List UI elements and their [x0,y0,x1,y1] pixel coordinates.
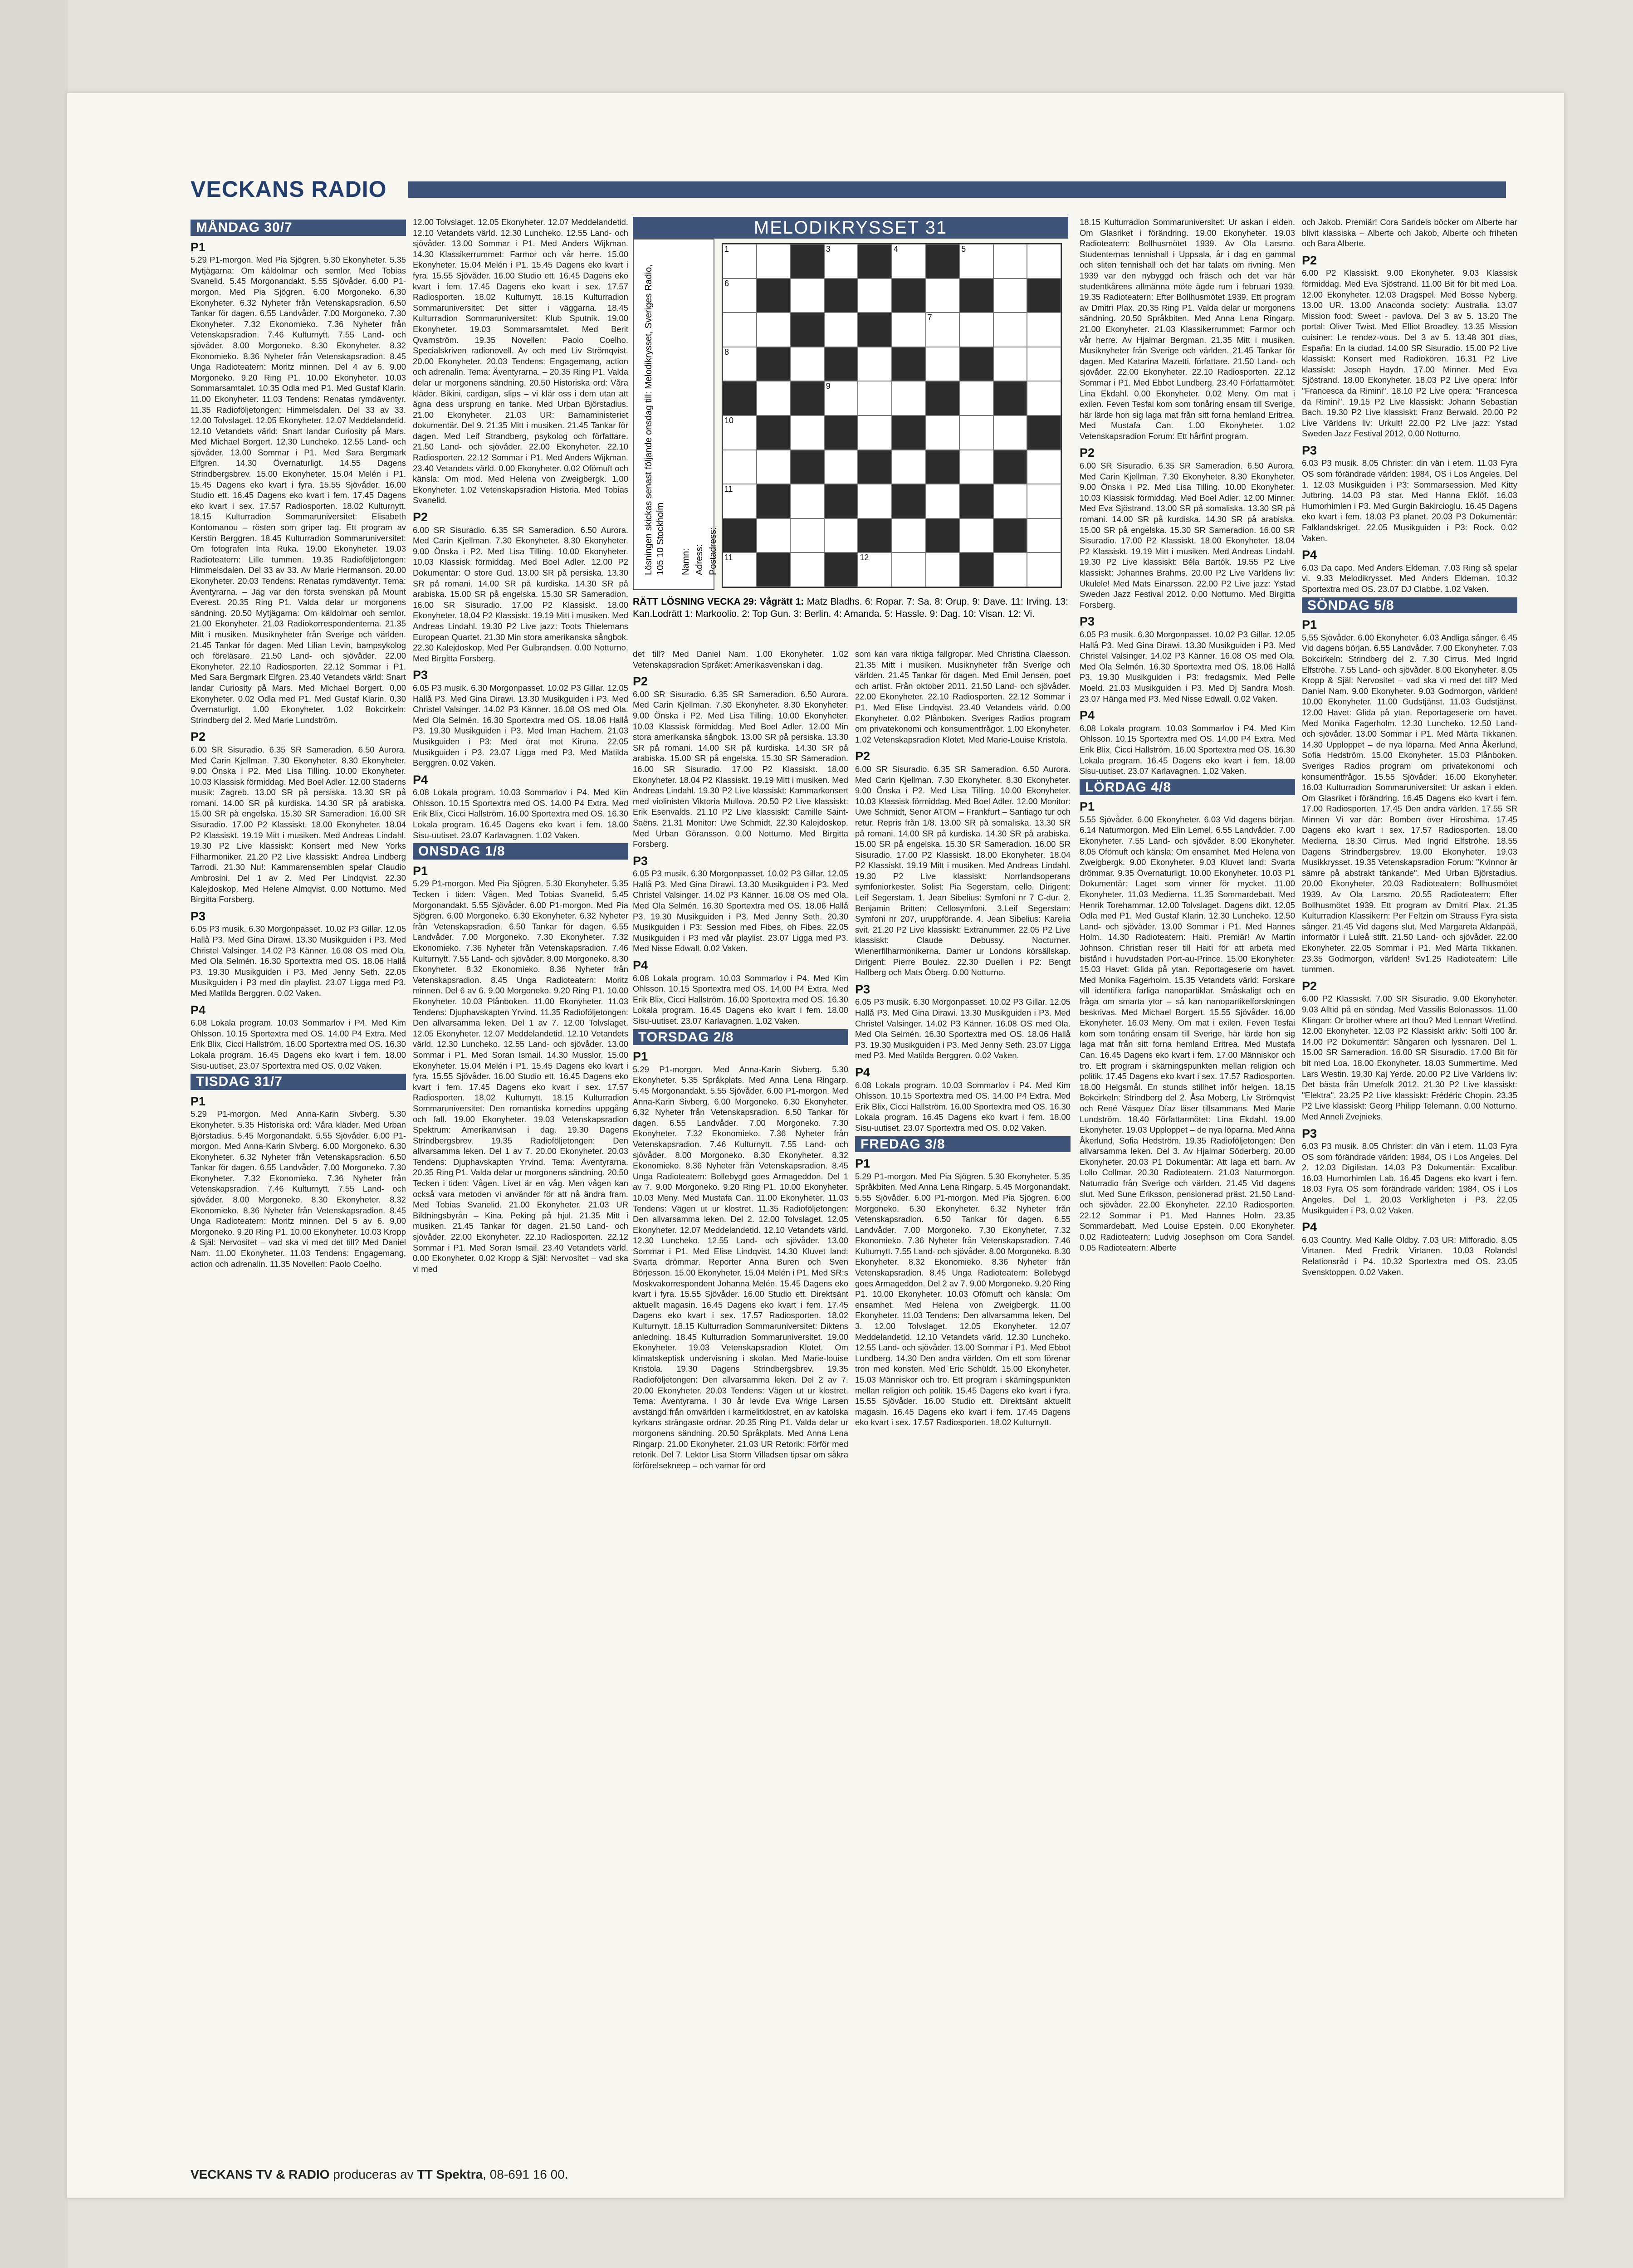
crossword-block [1027,415,1061,450]
column-tuesday [413,217,628,2131]
crossword-block [790,450,824,484]
channel-heading: P3 [191,909,206,923]
crossword-block [892,279,926,313]
crossword-cell [824,381,858,415]
crossword-block [790,244,824,279]
crossword-cell [926,552,960,587]
crossword-cell [723,313,757,347]
crossword-cell [858,552,892,587]
crossword-fields [679,439,720,575]
crossword-block [926,450,960,484]
crossword-cell [723,244,757,279]
crossword-block [993,450,1027,484]
crossword-number: 7 [927,313,932,323]
schedule-text: 12.00 Tolvslaget. 12.05 Ekonyheter. 12.07 Meddelandetid. 12.10 Vetandets värld. 12.30 Luncheko. 12.55 Land- och sjövåder. 13.00 Sommar i P1. Med Anders Wijkman. 14.30 Klassikerrummet: Farmor och vår herre. 15.00 Ekonyheter. 15.04 Melén i P1. 15.45 Dagens eko kvart i fyra. 15.55 Sjövåder. 16.00 Studio ett. 16.45 Dagens eko kvart i fem. 17.45 Dagens eko kvart i sex. 17.57 Radiosporten. 18.02 Kulturnytt. 18.15 Kulturradion Sommaruniversitet: Det sitter i väggarna. 18.45 Kulturradion Sommaruniversitet: Klub Sputnik. 19.00 Ekonyheter. 19.03 Sommarsamtalet. Med Berit Qvarnström. 19.35 Novellen: Paolo Coelho. Specialskriven radionovell. Av och med Liv Strömqvist. 20.00 Ekonyheter. 20.03 Tendens: Engagemang, action och adrenalin. Tema: Äventyrarna. – 20.35 Ring P1. Valda delar ur morgonens sändning. 20.50 Historiska ord: Våra kläder. Bikini, cardigan, slips – vi klär oss i dem utan att ägna dess ursprung en tanke. Med Urban Björstadius. 21.00 Ekonyheter. 21.03 UR: Barnaministeriet dokumentär. Del 9. 21.35 Mitt i musiken. 21.45 Tankar för dagen. Med Leif Strandberg, psykolog och författare. 21.50 Land- och sjövåder. 22.00 Ekonyheter. 22.10 Radiosporten. 22.12 Sommar i P1. Med Anders Wijkman. 23.40 Vetandets värld. 0.00 Ekonyheter. 0.02 Ofömuft och känsla: Om mod. Med Helena von Zweigbergk. 1.00 Ekonyheter. 1.02 Vetenskapsradion Historia. Med Tobias Svanelid. [413,217,628,505]
channel-heading: P3 [1302,1126,1317,1140]
crossword-cell [1027,347,1061,381]
crossword-number: 12 [860,553,869,562]
crossword-cell [824,450,858,484]
schedule-text: 6.08 Lokala program. 10.03 Sommarlov i P4. Med Kim Ohlsson. 10.15 Sportextra med OS. 14.00 P4 Extra. Med Erik Blix, Cicci Hallström. 16.00 Sportextra med OS. 16.30 Lokala program. 16.45 Dagens eko kvart i fem. 18.00 Sisu-uutiset. 23.07 Karlavagnen. 1.02 Vaken. [1080,723,1295,776]
schedule-text: 5.55 Sjövåder. 6.00 Ekonyheter. 6.03 Andliga sånger. 6.45 Vid dagens början. 6.55 Landvåder. 7.00 Ekonyheter. 7.03 Bokcirkeln: Strindberg del 2. 7.30 Cirrus. Med Ingrid Elfströhe. 7.55 Land- och sjövåder. 8.00 Ekonyheter. 8.05 Kropp & Själ: Nervositet – vad ska vi med det till? Med Daniel Nam. 9.00 Ekonyheter. 9.03 Godmorgon, världen! 10.00 Ekonyheter. 11.00 Gudstjänst. 11.03 Gudstjänst. 12.00 Havet: Glida på ytan. Reportageserie om havet. Med Monika Fagerholm. 12.30 Luncheko. 12.50 Land- och sjövåder. 13.00 Sommar i P1. Med Märta Tikkanen. 14.30 Upploppet – de nya löparna. Med Anna Åkerlund, Sofia Hedström. 15.00 Ekonyheter. 15.03 Plånboken. Sveriges Radios program om privatekonomi och konsumentfrågor. 15.55 Sjövåder. 16.00 Ekonyheter. 16.03 Kulturradion Sommaruniversitet: Ur askan i elden. Om Glasriket i förändring. 16.45 Dagens eko kvart i fem. 17.00 Radiosporten. 17.45 Den andra världen. 17.55 SR Minnen Vi var där: Bomben över Hiroshima. 17.45 Dagens eko kvart i sex. 17.57 Radiosporten. 18.00 Medierna. 18.30 Cirrus. Med Ingrid Elfströhe. 18.55 Dagens Strindbergsbrev. 19.00 Ekonyheter. 19.03 Musikkrysset. 19.35 Vetenskapsradion Forum: "Kvinnor är sämre på abstrakt tänkande". Med Urban Björstadius. 20.00 Ekonyheter. 20.03 Radioteatern: Bollhusmötet 1939. Av Ola Larsmo. 20.55 Radioteatern: Efter Bollhusmötet 1939. Ett program av Dmitri Plax. 21.35 Kulturradion Klassikern: Per Feltzin om Strauss Fyra sista sånger. 21.45 Vid dagens slut. Med Margareta Aldanpää, informatör i Luleå stift. 21.50 Land- och sjövåder. 22.00 Ekonyheter. 22.05 Sommar i P1. Med Märta Tikkanen. 23.35 Godmorgon, världen! Sv1.25 Radioteatern: Lille tummen. [1302,632,1517,974]
crossword-block [959,552,993,587]
column-wednesday-cont [633,649,848,2131]
crossword-title: MELODIKRYSSET 31 [633,217,1068,239]
schedule-text: 6.05 P3 musik. 6.30 Morgonpasset. 10.02 P3 Gillar. 12.05 Hallå P3. Med Gina Dirawi. 13.30 Musikguiden i P3. Med Christel Valsinger. 14.02 P3 Känner. 16.08 OS med Ola. Med Ola Selmén. 16.30 Sportextra med OS. 18.06 Hallå P3. 19.30 Musikguiden i P3: fredagsmix. Med Pelle Moeld. 21.03 Musikguiden i P3. Med Dj Sandra Mosh. 23.07 Hänga med P3. Med Nisse Edwall. 0.02 Vaken. [1080,629,1295,704]
crossword-cell [993,415,1027,450]
crossword-block [824,347,858,381]
crossword-block [892,347,926,381]
crossword-cell [1027,484,1061,518]
crossword-cell [892,552,926,587]
channel-heading: P1 [191,240,206,254]
crossword-number: 4 [893,244,898,254]
crossword-cell [1027,244,1061,279]
crossword-entry-form [633,239,718,590]
day-heading: TORSDAG 2/8 [633,1029,848,1046]
crossword-cell [723,415,757,450]
crossword-cell [926,484,960,518]
crossword-cell [892,450,926,484]
schedule-text: 6.08 Lokala program. 10.03 Sommarlov i P4. Med Kim Ohlsson. 10.15 Sportextra med OS. 14.00 P4 Extra. Med Erik Blix, Cicci Hallström. 16.00 Sportextra med OS. 16.30 Lokala program. 16.45 Dagens eko kvart i fem. 18.00 Sisu-uutiset. 23.07 Karlavagnen. 1.02 Vaken. [633,973,848,1026]
crossword-cell [993,484,1027,518]
crossword-cell [993,244,1027,279]
column-monday [191,217,406,2131]
schedule-text: 6.00 SR Sisuradio. 6.35 SR Sameradion. 6.50 Aurora. Med Carin Kjellman. 7.30 Ekonyheter. 8.30 Ekonyheter. 9.00 Önska i P2. Med Lisa Tilling. 10.00 Ekonyheter. 10.03 Klassisk förmiddag. Med Boel Adler. 12.00 Monitor: Uwe Schmidt, Senor ATOM – Frankfurt – Santiago tur och retur. Repris från 1/8. 13.00 SR på somaliska. 13.30 SR på romani. 14.00 SR på kurdiska. 14.30 SR på arabiska. 15.00 SR på engelska. 15.30 SR Sameradion. 16.00 SR Sisuradio. 17.00 P2 Klassiskt. 18.00 Ekonyheter. 18.04 P2 Klassiskt. 19.19 Mitt i musiken. Med Andreas Lindahl. 19.30 P2 Live klassiskt: Norrlandsoperans symfoniorkester. Solist: Pia Segerstam, cello. Dirigent: Leif Segerstam. 1. Jean Sibelius: Symfoni nr 7 C-dur. 2. Benjamin Britten: Cellosymfoni. 3.Leif Segerstam: Symfoni nr 207, uruppförande. 4. Jean Sibelius: Karelia svit. 21.20 P2 Live klassiskt: Extranummer. 22.05 P2 Live klassiskt: Claude Debussy. Nocturner. Wienerfilharmonikerna. Damer ur Londons körsällskap. Dirigent: Pierre Boulez. 22.30 Duellen i P2: Bengt Hallberg och Mats Öberg. 0.00 Notturno. [855,764,1071,978]
crossword-block [993,381,1027,415]
crossword-number: 11 [724,553,733,562]
crossword-cell [858,381,892,415]
channel-heading: P2 [413,510,428,524]
crossword-cell [993,279,1027,313]
channel-heading: P4 [1302,548,1317,562]
crossword-cell [959,450,993,484]
crossword-cell [959,518,993,553]
footer-phone: , 08-691 16 00. [483,2167,568,2181]
channel-heading: P4 [191,1003,206,1017]
crossword-cell [757,381,791,415]
channel-heading: P4 [855,1065,870,1079]
schedule-text: 6.08 Lokala program. 10.03 Sommarlov i P4. Med Kim Ohlsson. 10.15 Sportextra med OS. 14.00 P4 Extra. Med Erik Blix, Cicci Hallström. 16.00 Sportextra med OS. 16.30 Lokala program. 16.45 Dagens eko kvart i fem. 18.00 Sisu-uutiset. 23.07 Karlavagnen. 1.02 Vaken. [413,787,628,840]
crossword-block [892,415,926,450]
crossword-cell [892,381,926,415]
footer-text: produceras av [333,2167,414,2181]
day-heading: LÖRDAG 4/8 [1080,779,1295,796]
crossword-cell [926,347,960,381]
channel-heading: P4 [413,772,428,787]
crossword-block [790,381,824,415]
page-header [191,176,1506,202]
channel-heading: P4 [633,958,648,973]
crossword-number: 5 [961,244,966,254]
crossword-cell [926,313,960,347]
channel-heading: P4 [1080,709,1095,723]
crossword-cell [1027,313,1061,347]
channel-heading: P3 [413,668,428,682]
schedule-text: 5.29 P1-morgon. Med Pia Sjögren. 5.30 Ekonyheter. 5.35 Mytjägarna: Om käldolmar och semlor. Med Tobias Svanelid. 5.45 Morgonandakt. 5.55 Sjövåder. 6.00 P1-morgon. Med Pia Sjögren. 6.00 Morgoneko. 6.30 Ekonyheter. 6.32 Nyheter från Vetenskapsradion. 6.50 Tankar för dagen. 6.55 Landvåder. 7.00 Morgoneko. 7.30 Ekonyheter. 7.32 Ekonomieko. 7.36 Nyheter från Vetenskapsradion. 7.46 Kulturnytt. 7.55 Land- och sjövåder. 8.00 Morgoneko. 8.30 Ekonyheter. 8.32 Ekonomieko. 8.36 Nyheter från Vetenskapsradion. 8.45 Unga Radioteatern: Moritz minnen. Del 4 av 6. 9.00 Morgoneko. 9.20 Ring P1. 10.00 Ekonyheter. 10.03 Sommarsamtalet. 10.35 Odla med P1. Med Gustaf Klarin. 11.00 Ekonyheter. 11.03 Tendens: Renatas rymdäventyr. 11.35 Radioföljetongen: Himmelsdalen. Del 33 av 33. 12.00 Tolvslaget. 12.05 Ekonyheter. 12.07 Meddelandetid. 12.10 Vetandets värld: Snart landar Curiosity på Mars. Med Michael Borgert. 12.30 Luncheko. 12.55 Land- och sjövåder. 13.00 Sommar i P1. Med Sara Bergmark Elfgren. 14.30 Övernaturligt. 14.55 Dagens Strindbergsbrev. 15.00 Ekonyheter. 15.04 Melén i P1. 15.45 Dagens eko kvart i fyra. 15.55 Sjövåder. 16.00 Studio ett. 16.45 Dagens eko kvart i fem. 17.45 Dagens eko kvart i sex. 17.57 Radiosporten. 18.02 Kulturnytt. 18.15 Kulturradion Sommaruniversitet: Elisabeth Kontomanou – rösten som griper tag. Ett program av Kerstin Berggren. 18.45 Kulturradion Sommaruniversitet: Om fotografen Inta Ruka. 19.00 Ekonyheter. 19.03 Radioteatern: Lille tummen. 19.35 Radioföljetongen: Himmelsdalen. Del 33 av 33. Av Marie Hermanson. 20.00 Ekonyheter. 20.03 Tendens: Renatas rymdäventyr. Tema: Äventyrarna. – Jag var den första svenskan på Mount Everest. 20.35 Ring P1. Valda delar ur morgonens sändning. 20.50 Mytjägarna: Om käldolmar och semlor. 21.00 Ekonyheter. 21.03 Radiokorrespondenterna. 21.35 Mitt i musiken. Musiknyheter från Sverige och världen. 21.45 Tankar för dagen. Med Lilian Levin, bampsykolog och föreläsare. 21.50 Land- och sjövåder. 22.00 Ekonyheter. 22.10 Radiosporten. 22.12 Sommar i P1. Med Sara Bergmark Elfgren. 23.40 Vetandets värld: Snart landar Curiosity på Mars. Med Michael Borgert. 0.00 Ekonyheter. 0.02 Odla med P1. Med Gustaf Klarin. 0.30 Övernaturligt. 1.00 Ekonyheter. 1.02 Bokcirkeln: Strindberg del 2. Med Marie Lundström. [191,255,406,725]
channel-heading: P1 [855,1157,870,1171]
crossword-cell [1027,518,1061,553]
crossword-block [892,484,926,518]
schedule-text: 6.00 P2 Klassiskt. 7.00 SR Sisuradio. 9.00 Ekonyheter. 9.03 Alltid på en söndag. Med Vassilis Bolonassos. 11.00 Klingan: Or brother where art thou? Med Lennart Wretlind. 12.00 Ekonyheter. 12.03 P2 Klassiskt arkiv: Solti 100 år. 14.00 P2 Dokumentär: Sångaren och lyssnaren. Del 1. 15.00 SR Sameradion. 16.00 SR Sisuradio. 17.00 Bit för bit med Loa. 18.00 Ekonyheter. 18.03 Summertime. Med Lars Westin. 19.30 Kaj Yerde. 20.00 P2 Live Världens liv: Det bästa från Umefolk 2012. 21.30 P2 Live klassiskt: "Elektra". 23.25 P2 Live klassiskt: Frédéric Chopin. 23.35 P2 Live klassiskt: Georg Philipp Telemann. 0.00 Notturno. Med Anneli Zvejnieks. [1302,994,1517,1121]
channel-heading: P1 [1080,800,1095,814]
crossword-cell [993,552,1027,587]
schedule-text: 6.03 Country. Med Kalle Oldby. 7.03 UR: Mifforadio. 8.05 Virtanen. Med Fredrik Virtanen. 10.03 Rolands! Relationsråd i P4. 10.32 Sportextra med OS. 23.05 Svensktoppen. 0.02 Vaken. [1302,1235,1517,1277]
crossword-cell [790,552,824,587]
schedule-text: 6.08 Lokala program. 10.03 Sommarlov i P4. Med Kim Ohlsson. 10.15 Sportextra med OS. 14.00 P4 Extra. Med Erik Blix, Cicci Hallström. 16.00 Sportextra med OS. 16.30 Lokala program. 16.45 Dagens eko kvart i fem. 18.00 Sisu-uutiset. 23.07 Sportextra med OS. 0.02 Vaken. [855,1080,1071,1133]
crossword-cell [824,244,858,279]
crossword-cell [790,518,824,553]
crossword-cell [993,313,1027,347]
schedule-text: och Jakob. Premiär! Cora Sandels böcker om Alberte har blivit klassiska – Alberte och Jakob, Alberte och friheten och Bara Alberte. [1302,217,1517,249]
day-heading: ONSDAG 1/8 [413,843,628,860]
crossword-cell [824,518,858,553]
binder-strip [0,0,68,2268]
crossword-cell [757,244,791,279]
crossword-cell [723,484,757,518]
crossword-cell [926,279,960,313]
crossword-block [959,484,993,518]
schedule-text: 6.00 SR Sisuradio. 6.35 SR Sameradion. 6.50 Aurora. Med Carin Kjellman. 7.30 Ekonyheter. 8.30 Ekonyheter. 9.00 Önska i P2. Med Lisa Tilling. 10.00 Ekonyheter. 10.03 Klassisk förmiddag. Med Boel Adler. 12.00 P2 Dokumentär: O store Gud. 13.00 SR på persiska. 13.30 SR på romani. 14.00 SR på kurdiska. 14.30 SR på arabiska. 15.00 SR på engelska. 15.30 SR Sameradion. 16.00 SR Sisuradio. 17.00 P2 Klassiskt. 18.00 Ekonyheter. 18.04 P2 Klassiskt. 19.19 Mitt i musiken. Med Andreas Lindahl. 19.30 P2 Live jazz: Toots Thielemans European Quartet. 21.30 Min stora amerikanska sångbok. 22.30 Kalejdoskop. Med Per Gulbrandsen. 0.00 Notturno. Med Birgitta Forsberg. [413,525,628,663]
channel-heading: P3 [633,854,648,868]
channel-heading: P3 [1080,615,1095,629]
crossword-cell [757,518,791,553]
day-heading: FREDAG 3/8 [855,1136,1071,1153]
schedule-text: 6.05 P3 musik. 6.30 Morgonpasset. 10.02 P3 Gillar. 12.05 Hallå P3. Med Gina Dirawi. 13.30 Musikguiden i P3. Med Christel Valsinger. 14.02 P3 Känner. 16.08 OS med Ola. Med Ola Selmén. 16.30 Sportextra med OS. 18.06 Hallå P3. 19.30 Musikguiden i P3. Med Iman Hachem. 21.03 Musikguiden i P3: Med örat mot Kiruna. 22.05 Musikguiden i P3. 23.07 Ligga med P3. Med Matilda Berggren. 0.02 Vaken. [413,683,628,768]
crossword-cell [790,415,824,450]
crossword-cell [858,484,892,518]
crossword-block [824,415,858,450]
crossword-block [757,484,791,518]
schedule-text: 6.00 SR Sisuradio. 6.35 SR Sameradion. 6.50 Aurora. Med Carin Kjellman. 7.30 Ekonyheter. 8.30 Ekonyheter. 9.00 Önska i P2. Med Lisa Tilling. 10.00 Ekonyheter. 10.03 Klassisk förmiddag. Med Boel Adler. 12.00 Staderns musik: Zagreb. 13.00 SR på persiska. 13.30 SR på romani. 14.00 SR på kurdiska. 14.30 SR på arabiska. 15.00 SR på engelska. 15.30 SR Sameradion. 16.00 SR Sisuradio. 17.00 P2 Klassiskt. 18.00 Ekonyheter. 18.04 P2 Klassiskt. 19.19 Mitt i musiken. Med Andreas Lindahl. 19.30 P2 Live klassiskt: Konsert med New Yorks Filharmoniker. 21.20 P2 Live klassiskt: Andrea Lindberg Tarrodi. 21.30 Nu!: Kammarensemblen spelar Claudio Ambrosini. Del 1 av 2. Med Per Lindqvist. 22.30 Kalejdoskop. Med Helene Almqvist. 0.00 Notturno. Med Birgitta Forsberg. [191,744,406,904]
channel-heading: P2 [1080,446,1095,460]
crossword-answer [633,596,1068,620]
channel-heading: P2 [191,730,206,744]
page-title: VECKANS RADIO [191,176,387,202]
crossword-cell [1027,381,1061,415]
crossword-block [959,347,993,381]
channel-heading: P3 [1302,443,1317,457]
channel-heading: P1 [633,1050,648,1064]
schedule-text: 18.15 Kulturradion Sommaruniversitet: Ur askan i elden. Om Glasriket i förändring. 19.00 Ekonyheter. 19.03 Radioteatern: Bollhusmötet 1939. Av Ola Larsmo. Studenternas tennishall i Uppsala, år i dag en gammal och sliten tennishall och det har talats om rivning. Men 1939 var den nybyggd och fräsch och det var här studentkårens allmänna möte ägde rum i februari 1939. 19.35 Radioteatern: Efter Bollhusmötet 1939. Ett program av Dmitri Plax. 20.35 Ring P1. Valda delar ur morgonens sändning. 20.50 Språkbiten. Med Anna Lena Ringarp. 21.00 Ekonyheter. 21.03 Klassikerrummet: Farmor och vår herre. Av Hjalmar Bergman. 21.35 Mitt i musiken. Musiknyheter från Sverige och världen. 21.45 Tankar för dagen. Med Katarina Mazetti, författare. 21.50 Land- och sjövåder. 22.00 Ekonyheter. 22.10 Radiosporten. 22.12 Sommar i P1. Med Ebbot Lundberg. 23.40 Författarmötet: Lina Ekdahl. 0.00 Ekonyheter. 0.02 Meny. Om mat i exilen. Feven Tesfai kom som tonåring ensam till Sverige, här lärde hon sig laga mat från sitt forna hemland Eritrea. Med Mustafa Can. 1.00 Ekonyheter. 1.02 Vetenskapsradion Forum: Ett hårfint program. [1080,217,1295,441]
schedule-text: 6.08 Lokala program. 10.03 Sommarlov i P4. Med Kim Ohlsson. 10.15 Sportextra med OS. 14.00 P4 Extra. Med Erik Blix, Cicci Hallström. 16.00 Sportextra med OS. 16.30 Lokala program. 16.45 Dagens eko kvart i fem. 18.00 Sisu-uutiset. 23.07 Sportextra med OS. 0.02 Vaken. [191,1018,406,1070]
crossword-number: 8 [724,347,729,357]
crossword-number: 1 [724,244,729,254]
schedule-text: 6.00 SR Sisuradio. 6.35 SR Sameradion. 6.50 Aurora. Med Carin Kjellman. 7.30 Ekonyheter. 8.30 Ekonyheter. 9.00 Önska i P2. Med Lisa Tilling. 10.00 Ekonyheter. 10.03 Klassisk förmiddag. Med Boel Adler. 12.00 Min stora amerikanska sångbok. 13.00 SR på persiska. 13.30 SR på romani. 14.00 SR på kurdiska. 14.30 SR på arabiska. 15.00 SR på engelska. 15.30 SR Sameradion. 16.00 SR Sisuradio. 17.00 P2 Klassiskt. 18.00 Ekonyheter. 18.04 P2 Klassiskt. 19.19 Mitt i musiken. Med Andreas Lindahl. 19.30 P2 Live klassiskt: Kammarkonsert med violinisten Viktoria Mullova. 20.50 P2 Live klassiskt: Erik Esenvalds. 21.10 P2 Live klassiskt: Camille Saint-Saëns. 21.31 Monitor: Uwe Schmidt. 22.30 Kalejdoskop. Med Urban Göransson. 0.00 Notturno. Med Birgitta Forsberg. [633,689,848,849]
schedule-text: 5.55 Sjövåder. 6.00 Ekonyheter. 6.03 Vid dagens början. 6.14 Naturmorgon. Med Elin Lemel. 6.55 Landvåder. 7.00 Ekonyheter. 7.55 Land- och sjövåder. 8.00 Ekonyheter. 8.05 Ofömuft och känsla: Om ensamhet. Med Helena von Zweigbergk. 9.00 Ekonyheter. 9.03 Kluvet land: Svarta drömmar. 9.35 Övernaturligt. 10.00 Ekonyheter. 10.03 P1 Dokumentär: Laget som vinner för mycket. 11.00 Ekonyheter. 11.03 Medierna. 11.35 Sommardebatt. Med Henrik Torehammar. 12.00 Tolvslaget. Dagens dikt. 12.05 Odla med P1. Med Gustaf Klarin. 12.30 Luncheko. 12.50 Land- och sjövåder. 13.00 Sommar i P1. Med Hannes Holm. 14.30 Radioteatern: Haiti. Premiär! Av Martin Johnson. Christian reser till Haiti för att arbeta med bistånd i huvudstaden Port-au-Prince. 15.00 Ekonyheter. 15.03 Havet: Glida på ytan. Reportageserie om havet. Med Monika Fagerholm. 15.35 Vetandets värld: Forskare vill identifiera farliga nanopartiklar. Småskaligt och en fråga om smarta ytor – så kan nanopartikelforskningen beskrivas. Med Michael Borgert. 15.55 Sjövåder. 16.00 Ekonyheter. 16.03 Meny. Om mat i exilen. Feven Tesfai kom som tonåring ensam till Sverige, här lärde hon sig laga mat från sitt forna hemland Eritrea. Med Mustafa Can. 16.45 Dagens eko kvart i fem. 17.00 Människor och tro. Ett program i skärningspunkten mellan religion och politik. 17.45 Dagens eko kvart i sex. 17.57 Radiosporten. 18.00 Helgsmål. En stunds stillhet inför helgen. 18.15 Bokcirkeln: Strindberg del 2. Åsa Moberg, Liv Strömqvist och René Vásquez Díaz läser tillsammans. Med Marie Lundström. 18.40 Författarmötet: Lina Ekdahl. 19.00 Ekonyheter. 19.03 Upploppet – de nya löparna. Med Anna Åkerlund, Sofia Hedström. 19.35 Radioföljetongen: Den allvarsamma leken. Del 3. Av Hjalmar Söderberg. 20.00 Ekonyheter. 20.03 P1 Dokumentär: Att laga ett barn. Av Lollo Collmar. 20.30 Radioteatern. 21.03 Naturmorgon. Naturradio från Sverige och världen. 21.45 Vid dagens slut. Med Sune Eriksson, pensionerad präst. 21.50 Land- och sjövåder. 22.00 Ekonyheter. 22.10 Radiosporten. 22.12 Sommar i P1. Med Hannes Holm. 23.35 Sommardebatt. Med Louise Epstein. 0.00 Ekonyheter. 0.02 Radioteatern: Ludvig Josephson om Cora Sandel. 0.05 Radioteatern: Alberte [1080,814,1295,1252]
crossword-block [993,518,1027,553]
crossword-cell [858,415,892,450]
crossword-block [858,244,892,279]
schedule-text: 5.29 P1-morgon. Med Pia Sjögren. 5.30 Ekonyheter. 5.35 Språkbiten. Med Anna Lena Ringarp. 5.45 Morgonandakt. 5.55 Sjövåder. 6.00 P1-morgon. Med Pia Sjögren. 6.00 Morgoneko. 6.30 Ekonyheter. 6.32 Nyheter från Vetenskapsradion. 6.50 Tankar för dagen. 6.55 Landvåder. 7.00 Morgoneko. 7.30 Ekonyheter. 7.32 Ekonomieko. 7.36 Nyheter från Vetenskapsradion. 7.46 Kulturnytt. 7.55 Land- och sjövåder. 8.00 Morgoneko. 8.30 Ekonyheter. 8.32 Ekonomieko. 8.36 Nyheter från Vetenskapsradion. 8.45 Unga Radioteatern: Bollebygd goes Armageddon. Del 2 av 7. 9.00 Morgoneko. 9.20 Ring P1. 10.00 Ekonyheter. 10.03 Ofömuft och känsla: Om ensamhet. Med Helena von Zweigbergk. 11.00 Ekonyheter. 11.03 Tendens: Den allvarsamma leken. Del 3. 12.00 Tolvslaget. 12.05 Ekonyheter. 12.07 Meddelandetid. 12.10 Vetandets värld. 12.30 Luncheko. 12.55 Land- och sjövåder. 13.00 Sommar i P1. Med Ebbot Lundberg. 14.30 Den andra världen. Om ett som förenar tron med konsten. Med Eric Schüldt. 15.00 Ekonyheter. 15.03 Människor och tro. Ett program i skärningspunkten mellan religion och politik. 15.45 Dagens eko kvart i fyra. 15.55 Sjövåder. 16.00 Studio ett. Direktsänt aktuellt magasin. 16.45 Dagens eko kvart i fem. 17.45 Dagens eko kvart i sex. 17.57 Radiosporten. 18.02 Kulturnytt. [855,1171,1071,1427]
crossword-cell [790,347,824,381]
schedule-text: 6.03 P3 musik. 8.05 Christer: din vän i etern. 11.03 Fyra OS som förändrade världen: 1984, OS i Los Angeles. Del 1. 12.03 Musikguiden i P3: Sommarsession. Med Kitty Jutbring. 14.03 P3 star. Med Hanna Eklöf. 16.03 Humorhimlen i P3. Med Gurgin Bakircioglu. 16.45 Dagens eko kvart i fem. 18.03 P3 planet. 20.03 P3 Dokumentär: Falklandskriget. 22.05 Musikguiden i P3: Rock. 0.02 Vaken. [1302,458,1517,543]
channel-heading: P1 [191,1094,206,1108]
crossword-cell [723,347,757,381]
crossword-cell [892,244,926,279]
crossword-cell [959,381,993,415]
postal-field-label: Postadress: [708,527,718,575]
crossword-block [858,518,892,553]
answer-label: RÄTT LÖSNING VECKA 29: Vågrätt 1: [633,596,804,607]
crossword-block [757,279,791,313]
schedule-text: 6.00 SR Sisuradio. 6.35 SR Sameradion. 6.50 Aurora. Med Carin Kjellman. 7.30 Ekonyheter. 8.30 Ekonyheter. 9.00 Önska i P2. Med Lisa Tilling. 10.00 Ekonyheter. 10.03 Klassisk förmiddag. Med Boel Adler. 12.00 Minner. Med Eva Sjöstrand. 13.00 SR på somaliska. 13.30 SR på romani. 14.00 SR på kurdiska. 14.30 SR på arabiska. 15.00 SR på engelska. 15.30 SR Sameradion. 16.00 SR Sisuradio. 17.00 P2 Klassiskt. 18.00 Ekonyheter. 18.04 P2 Klassiskt. 19.19 Mitt i musiken. Med Andreas Lindahl. 19.30 P2 Live klassiskt: Béla Bartók. 19.55 P2 Live klassiskt: Johannes Brahms. 20.00 P2 Live Världens liv: Ukulele! Med Mats Einarsson. 22.00 P2 Live jazz: Ystad Sweden Jazz Festival 2012. 0.00 Notturno. Med Birgitta Forsberg. [1080,461,1295,610]
crossword-cell [926,415,960,450]
crossword-block [926,244,960,279]
day-heading: MÅNDAG 30/7 [191,220,406,236]
channel-heading: P3 [855,982,870,996]
crossword-number: 9 [826,381,831,391]
day-heading: TISDAG 31/7 [191,1074,406,1090]
crossword-number: 11 [724,484,733,494]
schedule-text: det till? Med Daniel Nam. 1.00 Ekonyheter. 1.02 Vetenskapsradion Språket: Amerikasvenskan i dag. [633,649,848,670]
crossword-cell [723,552,757,587]
column-thursday-cont [855,649,1071,2131]
crossword-cell [723,279,757,313]
schedule-text: 5.29 P1-morgon. Med Pia Sjögren. 5.30 Ekonyheter. 5.35 Tecken i tiden: Vågen. Med Tobias Svanelid. 5.45 Morgonandakt. 5.55 Sjövåder. 6.00 P1-morgon. Med Pia Sjögren. 6.00 Morgoneko. 6.30 Ekonyheter. 6.32 Nyheter från Vetenskapsradion. 6.50 Tankar för dagen. 6.55 Landvåder. 7.00 Morgoneko. 7.30 Ekonyheter. 7.32 Ekonomieko. 7.36 Nyheter från Vetenskapsradion. 7.46 Kulturnytt. 7.55 Land- och sjövåder. 8.00 Morgoneko. 8.30 Ekonyheter. 8.32 Ekonomieko. 8.36 Nyheter från Vetenskapsradion. 8.45 Unga Radioteatern: Moritz minnen. Del 6 av 6. 9.00 Morgoneko. 9.20 Ring P1. 10.00 Ekonyheter. 10.03 Plånboken. 11.00 Ekonyheter. 11.03 Tendens: Djuphavskapten Yrvind. 11.35 Radioföljetongen: Den allvarsamma leken. Del 1 av 7. 12.00 Tolvslaget. 12.05 Ekonyheter. 12.07 Meddelandetid. 12.10 Vetandets värld. 12.30 Luncheko. 12.55 Land- och sjövåder. 13.00 Sommar i P1. Med Soran Ismail. 14.30 Musslor. 15.00 Ekonyheter. 15.04 Melén i P1. 15.45 Dagens eko kvart i fyra. 15.55 Sjövåder. 16.00 Studio ett. 16.45 Dagens eko kvart i fem. 17.45 Dagens eko kvart i sex. 17.57 Radiosporten. 18.02 Kulturnytt. 18.15 Kulturradion Sommaruniversitet: Den romantiska komedins uppgång och fall. 19.00 Ekonyheter. 19.03 Vetenskapsradion Spektrum: Amerikanvisan i dag. 19.30 Dagens Strindbergsbrev. 19.35 Radioföljetongen: Den allvarsamma leken. Del 1 av 7. 20.00 Ekonyheter. 20.03 Tendens: Djuphavskapten Yrvind. Tema: Äventyrarna. 20.35 Ring P1. Valda delar ur morgonens sändning. 20.50 Tecken i tiden: Vågen. Livet är en våg. Men vågen kan också vara metoden vi använder för att nå ändra fram. Med Tobias Svanelid. 21.00 Ekonyheter. 21.03 UR Bildningsbyrån – Kina. Peking på hjul. 21.35 Mitt i musiken. 21.45 Tankar för dagen. 21.50 Land- och sjövåder. 22.00 Ekonyheter. 22.10 Radiosporten. 22.12 Sommar i P1. Med Soran Ismail. 23.40 Vetandets värld. 0.00 Ekonyheter. 0.02 Kropp & Själ: Nervositet – vad ska vi med [413,879,628,1274]
channel-heading: P2 [1302,979,1317,993]
crossword-cell [1027,552,1061,587]
schedule-text: 5.29 P1-morgon. Med Anna-Karin Sivberg. 5.30 Ekonyheter. 5.35 Språkplats. Med Anna Lena Ringarp. 5.45 Morgonandakt. 5.55 Sjövåder. 6.00 P1-morgon. Med Anna-Karin Sivberg. 6.00 Morgoneko. 6.30 Ekonyheter. 6.32 Nyheter från Vetenskapsradion. 6.50 Tankar för dagen. 6.55 Landvåder. 7.00 Morgoneko. 7.30 Ekonyheter. 7.32 Ekonomieko. 7.36 Nyheter från Vetenskapsradion. 7.46 Kulturnytt. 7.55 Land- och sjövåder. 8.00 Morgoneko. 8.30 Ekonyheter. 8.32 Ekonomieko. 8.36 Nyheter från Vetenskapsradion. 8.45 Unga Radioteatern: Bollebygd goes Armageddon. Del 1 av 7. 9.00 Morgoneko. 9.20 Ring P1. 10.00 Ekonyheter. 10.03 Meny. Med Mustafa Can. 11.00 Ekonyheter. 11.03 Tendens: Vägen ut ur klostret. 11.35 Radioföljetongen: Den allvarsamma leken. Del 2. 12.00 Tolvslaget. 12.05 Ekonyheter. 12.07 Meddelandetid. 12.10 Vetandets värld. 12.30 Luncheko. 12.55 Land- och sjövåder. 13.00 Sommar i P1. Med Elise Lindqvist. 14.30 Kluvet land: Svarta drömmar. Reporter Anna Buren och Sven Börjesson. 15.00 Ekonyheter. 15.04 Melén i P1. Med SR:s Moskvakorrespondent Johanna Melén. 15.45 Dagens eko kvart i fyra. 15.55 Sjövåder. 16.00 Studio ett. Direktsänt aktuellt magasin. 16.45 Dagens eko kvart i fem. 17.45 Dagens eko kvart i sex. 17.57 Radiosporten. 18.02 Kulturnytt. 18.15 Kulturradion Sommaruniversitet: Diktens anledning. 18.45 Kulturradion Sommaruniversitet. 19.00 Ekonyheter. 19.03 Vetenskapsradion Klotet. Om klimatskeptisk undervisning i skolan. Med Marie-louise Kristola. 19.30 Dagens Strindbergsbrev. 19.35 Radioföljetongen: Den allvarsamma leken. Del 2 av 7. 20.00 Ekonyheter. 20.03 Tendens: Vägen ut ur klostret. Tema: Äventyrarna. I 30 år levde Eva Wrige Larsen avstängd från omvärlden i karmelitklostret, en av katolska kyrkans strängaste ordnar. 20.35 Ring P1. Valda delar ur morgonens sändning. 20.50 Språkplats. Med Anna Lena Ringarp. 21.00 Ekonyheter. 21.03 UR Retorik: Förför med retorik. Del 7. Lektor Lisa Storm Villadsen tipsar om såkra förförelsekneep – och varnar för ord [633,1064,848,1470]
footer-company: TT Spektra [417,2167,483,2181]
crossword-cell [959,244,993,279]
crossword-instructions: Lösningen skickas senast följande onsdag till: Melodikrysset, Sveriges Radio, 105 10 Stockholm [644,264,665,575]
crossword-cell [959,313,993,347]
crossword-cell [790,279,824,313]
crossword-cell [959,415,993,450]
crossword-number: 10 [724,415,734,425]
crossword-number: 6 [724,279,729,288]
footer-brand: VECKANS TV & RADIO [191,2167,330,2181]
crossword-cell [993,347,1027,381]
day-heading: SÖNDAG 5/8 [1302,597,1517,614]
crossword-block [723,518,757,553]
crossword-block [790,313,824,347]
schedule-text: 6.05 P3 musik. 6.30 Morgonpasset. 10.02 P3 Gillar. 12.05 Hallå P3. Med Gina Dirawi. 13.30 Musikguiden i P3. Med Christel Valsinger. 14.02 P3 Känner. 16.08 OS med Ola. Med Ola Selmén. 16.30 Sportextra med OS. 18.06 Hallå P3. 19.30 Musikguiden i P3. Med Jenny Seth. 23.07 Ligga med P3. Med Matilda Berggren. 0.02 Vaken. [855,997,1071,1061]
crossword-block [926,381,960,415]
schedule-text: 6.05 P3 musik. 6.30 Morgonpasset. 10.02 P3 Gillar. 12.05 Hallå P3. Med Gina Dirawi. 13.30 Musikguiden i P3. Med Christel Valsinger. 14.02 P3 Känner. 16.08 OS med Ola. Med Ola Selmén. 16.30 Sportextra med OS. 18.06 Hallå P3. 19.30 Musikguiden i P3. Med Jenny Seth. 20.30 Musikguiden i P3: Session med Fibes, oh Fibes. 22.05 Musikguiden i P3 med vår playlist. 23.07 Ligga med P3. Med Nisse Edwall. 0.02 Vaken. [633,869,848,953]
crossword-cell [757,450,791,484]
schedule-text: 6.05 P3 musik. 6.30 Morgonpasset. 10.02 P3 Gillar. 12.05 Hallå P3. Med Gina Dirawi. 13.30 Musikguiden i P3. Med Christel Valsinger. 14.02 P3 Känner. 16.08 OS med Ola. Med Ola Selmén. 16.30 Sportextra med OS. 18.06 Hallå P3. 19.30 Musikguiden i P3. Med Jenny Seth. 22.05 Musikguiden i P3 med din playlist. 23.07 Ligga med P3. Med Matilda Berggren. 0.02 Vaken. [191,924,406,998]
crossword-block [959,279,993,313]
answer-text: Matz Bladhs. 6: Ropar. 7: Sa. 8: Orup. 9: Dave. 11: Irving. 13: Kan.Lodrätt 1: Markoolio. 2: Top Gun. 3: Berlin. 4: Amanda. 5: Hassle. 9: Dag. 10: Visan. 12: Vi. [633,596,1068,619]
schedule-text: 5.29 P1-morgon. Med Anna-Karin Sivberg. 5.30 Ekonyheter. 5.35 Historiska ord: Våra kläder. Med Urban Björstadius. 5.45 Morgonandakt. 5.55 Sjövåder. 6.00 P1-morgon. Med Anna-Karin Sivberg. 6.00 Morgoneko. 6.30 Ekonyheter. 6.32 Nyheter från Vetenskapsradion. 6.50 Tankar för dagen. 6.55 Landvåder. 7.00 Morgoneko. 7.30 Ekonyheter. 7.32 Ekonomieko. 7.36 Nyheter från Vetenskapsradion. 7.46 Kulturnytt. 7.55 Land- och sjövåder. 8.00 Morgoneko. 8.30 Ekonyheter. 8.32 Ekonomieko. 8.36 Nyheter från Vetenskapsradion. 8.45 Unga Radioteatern: Moritz minnen. Del 5 av 6. 9.00 Morgoneko. 9.20 Ring P1. 10.00 Ekonyheter. 10.03 Kropp & Själ: Nervositet – vad ska vi med det till? Med Daniel Nam. 11.00 Ekonyheter. 11.03 Tendens: Engagemang, action och adrenalin. 11.35 Novellen: Paolo Coelho. [191,1109,406,1269]
channel-heading: P2 [633,675,648,689]
crossword-cell [757,313,791,347]
schedule-text: 6.03 Da capo. Med Anders Eldeman. 7.03 Ring så spelar vi. 9.33 Melodikrysset. Med Anders Eldeman. 10.32 Sportextra med OS. 23.07 DJ Clabbe. 1.02 Vaken. [1302,562,1517,594]
page-footer [191,2167,568,2182]
schedule-text: som kan vara riktiga fallgropar. Med Christina Claesson. 21.35 Mitt i musiken. Musiknyheter från Sverige och världen. 21.45 Tankar för dagen. Med Emil Jensen, poet och artist. Från oktober 2011. 21.50 Land- och sjövåder. 22.00 Ekonyheter. 22.10 Radiosporten. 22.12 Sommar i P1. Med Elise Lindqvist. 23.40 Vetandets värld. 0.00 Ekonyheter. 0.02 Plånboken. Sveriges Radios program om privatekonomi och konsumentfrågor. 1.00 Ekonyheter. 1.02 Vetenskapsradion Klotet. Med Marie-Louise Kristola. [855,649,1071,744]
crossword-cell [790,484,824,518]
name-field-label: Namn: [681,548,691,575]
address-field-label: Adress: [694,544,704,575]
column-saturday-cont [1302,217,1517,2131]
crossword-cell [892,518,926,553]
crossword-cell [723,450,757,484]
crossword-grid [722,243,1062,588]
crossword-block [757,552,791,587]
schedule-text: 6.00 P2 Klassiskt. 9.00 Ekonyheter. 9.03 Klassisk förmiddag. Med Eva Sjöstrand. 11.00 Bit för bit med Loa. 12.00 Ekonyheter. 12.03 Dragspel. Med Bosse Nyberg. 13.00 UR. 13.00 Anaconda society: Australia. 13.07 Mission food: Sweet - pavlova. Del 3 av 5. 13.20 The portal: Oliver Twist. Med Elliot Broadley. 13.35 Mission cuisiner: Le rendez-vous. Del 3 av 5. 13.48 301 días, España: En la ciudad. 14.00 SR Sisuradio. 15.00 P2 Live klassiskt: Konsert med Radiokören. 16.31 P2 Live klassiskt: Joseph Haydn. 17.00 Minner. Med Eva Sjöstrand. 18.00 Ekonyheter. 18.03 P2 Live opera: Inför "Francesca da Rimini". 18.10 P2 Live opera: "Francesca da Rimini". 19.15 P2 Live klassiskt: Johann Sebastian Bach. 19.30 P2 Live klassiskt: Franz Berwald. 20.00 P2 Live Världens liv: Urkult! 22.00 P2 Live jazz: Ystad Sweden Jazz Festival 2012. 0.00 Notturno. [1302,268,1517,439]
crossword-block [926,518,960,553]
crossword-cell [892,313,926,347]
schedule-text: 6.03 P3 musik. 8.05 Christer: din vän i etern. 11.03 Fyra OS som förändrade världen: 1984, OS i Los Angeles. Del 2. 12.03 Digilistan. 14.03 P3 Dokumentär: Excalibur. 16.03 Humorhimlen Lab. 16.45 Dagens eko kvart i fem. 18.03 Fyra OS som förändrade världen: 1984, OS i Los Angeles. Del 1. 20.03 Verkligheten i P3. 22.05 Musikguiden i P3. 0.02 Vaken. [1302,1141,1517,1215]
channel-heading: P1 [413,864,428,878]
crossword-cell [1027,450,1061,484]
crossword-block [1027,279,1061,313]
channel-heading: P2 [1302,253,1317,267]
crossword-block [824,552,858,587]
header-rule [408,181,1506,198]
crossword-cell [824,313,858,347]
crossword-cell [858,279,892,313]
channel-heading: P4 [1302,1220,1317,1234]
crossword-block [858,450,892,484]
crossword-block [757,415,791,450]
channel-heading: P2 [855,749,870,763]
crossword-number: 3 [826,244,831,254]
crossword-block [757,347,791,381]
crossword-block [858,313,892,347]
column-friday-cont [1080,217,1295,2131]
crossword-block [824,279,858,313]
crossword-block [824,484,858,518]
crossword-cell [858,347,892,381]
crossword-block [723,381,757,415]
channel-heading: P1 [1302,618,1317,632]
crossword-box [633,217,1068,634]
